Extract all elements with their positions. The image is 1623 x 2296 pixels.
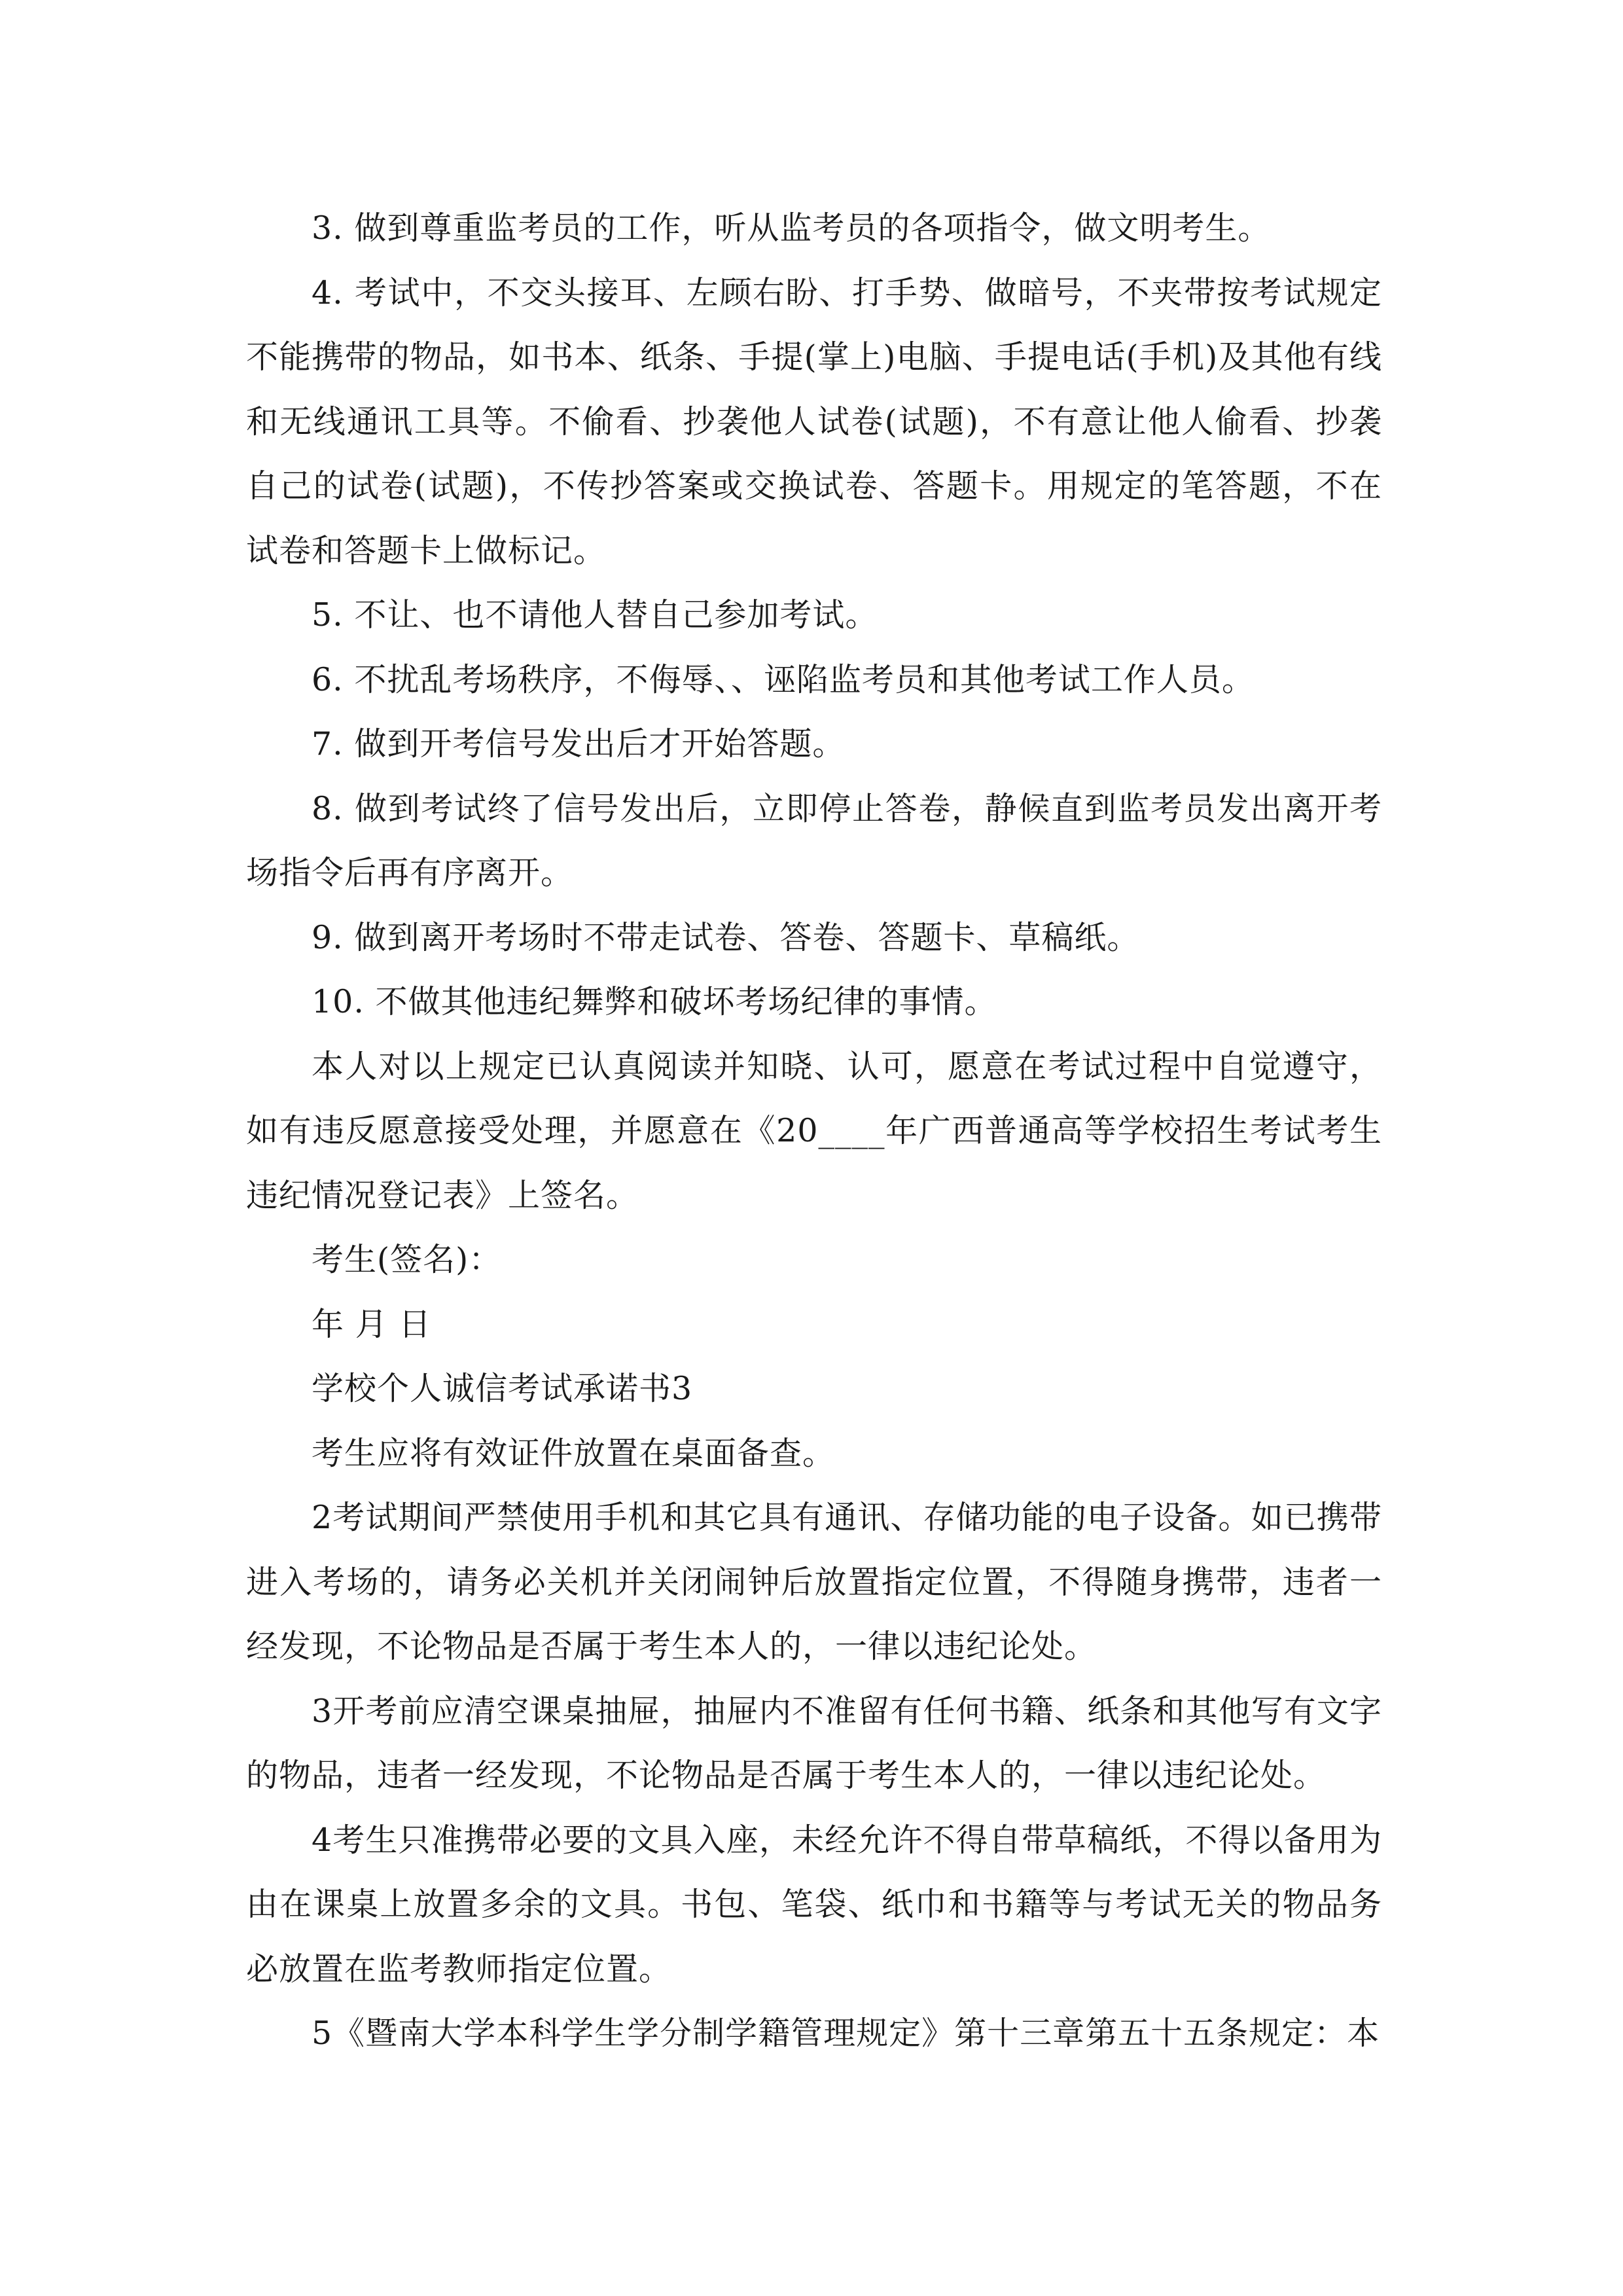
- date-line: 年 月 日: [312, 1305, 432, 1343]
- paragraph-pledge-statement: 本人对以上规定已认真阅读并知晓、认可，愿意在考试过程中自觉遵守，如有违反愿意接受处理，并愿意在《20____年广西普通高等学校招生考试考生违纪情况登记表》上签名。: [246, 1047, 1382, 1214]
- paragraph-item-3: 3开考前应清空课桌抽屉，抽屉内不准留有任何书籍、纸条和其他写有文字的物品，违者一经发现，不论物品是否属于考生本人的，一律以违纪论处。: [246, 1692, 1382, 1794]
- section-title: 学校个人诚信考试承诺书3: [312, 1370, 693, 1407]
- paragraph-item-4: 4考生只准携带必要的文具入座，未经允许不得自带草稿纸，不得以备用为由在课桌上放置多余的文具。书包、笔袋、纸巾和书籍等与考试无关的物品务必放置在监考教师指定位置。: [246, 1821, 1382, 1988]
- paragraph-rule-5: 5. 不让、也不请他人替自己参加考试。: [312, 596, 878, 634]
- paragraph-rule-10: 10. 不做其他违纪舞弊和破坏考场纪律的事情。: [312, 983, 997, 1020]
- paragraph-rule-3: 3. 做到尊重监考员的工作，听从监考员的各项指令，做文明考生。: [312, 209, 1271, 247]
- document-body: [246, 196, 1382, 2066]
- paragraph-rule-6: 6. 不扰乱考场秩序，不侮辱、、诬陷监考员和其他考试工作人员。: [312, 660, 1255, 698]
- paragraph-rule-8: 8. 做到考试终了信号发出后，立即停止答卷，静候直到监考员发出离开考场指令后再有序离开。: [246, 789, 1382, 891]
- signature-line: 考生(签名)：: [312, 1241, 502, 1278]
- paragraph-item-5: 5《暨南大学本科学生学分制学籍管理规定》第十三章第五十五条规定：本: [312, 2015, 1380, 2052]
- paragraph-rule-4: 4. 考试中，不交头接耳、左顾右盼、打手势、做暗号，不夹带按考试规定不能携带的物品，如书本、纸条、手提(掌上)电脑、手提电话(手机)及其他有线和无线通讯工具等。不偷看、抄袭他人试卷(试题)，不有意让他人偷看、抄袭自己的试卷(试题)，不传抄答案或交换试卷、答题卡。用规定的笔答题，不在试卷和答题卡上做标记。: [246, 274, 1382, 569]
- paragraph-item-1: 考生应将有效证件放置在桌面备查。: [312, 1434, 836, 1472]
- paragraph-rule-7: 7. 做到开考信号发出后才开始答题。: [312, 725, 846, 762]
- paragraph-rule-9: 9. 做到离开考场时不带走试卷、答卷、答题卡、草稿纸。: [312, 918, 1140, 956]
- paragraph-item-2: 2考试期间严禁使用手机和其它具有通讯、存储功能的电子设备。如已携带进入考场的，请务必关机并关闭闹钟后放置指定位置，不得随身携带，违者一经发现，不论物品是否属于考生本人的，一律以违纪论处。: [246, 1499, 1382, 1665]
